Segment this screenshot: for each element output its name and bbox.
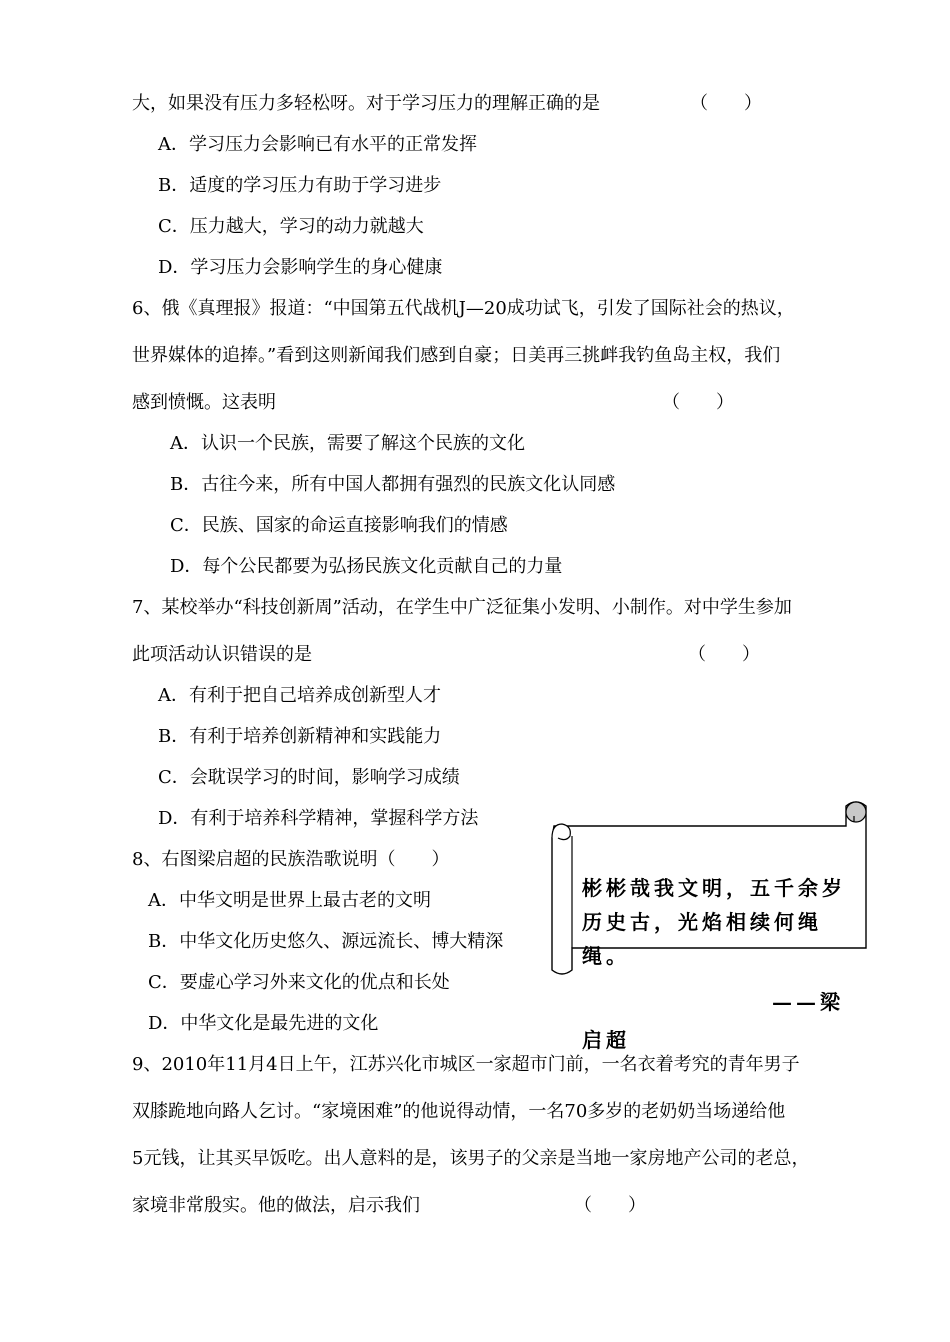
q5-answer-paren: （ ） [690, 93, 762, 114]
q5-option-c: C．压力越大，学习的动力就越大 [158, 216, 424, 237]
q5-stem-tail: 大，如果没有压力多轻松呀。对于学习压力的理解正确的是 [132, 93, 600, 114]
q6-stem-line-1: 6、俄《真理报》报道：“中国第五代战机J—20成功试飞，引发了国际社会的热议， [132, 298, 795, 319]
q6-option-b: B．古往今来，所有中国人都拥有强烈的民族文化认同感 [170, 474, 616, 495]
q6-option-a: A．认识一个民族，需要了解这个民族的文化 [170, 433, 525, 454]
q6-answer-paren: （ ） [662, 392, 734, 413]
q9-stem-line-2: 双膝跪地向路人乞讨。“家境困难”的他说得动情，一名70多岁的老奶奶当场递给他 [132, 1101, 786, 1122]
q5-option-d: D．学习压力会影响学生的身心健康 [158, 257, 443, 278]
q7-stem-line-2: 此项活动认识错误的是 [132, 644, 312, 665]
q7-option-d: D．有利于培养科学精神，掌握科学方法 [158, 808, 479, 829]
q7-stem-line-1: 7、某校举办“科技创新周”活动，在学生中广泛征集小发明、小制作。对中学生参加 [132, 597, 792, 618]
q9-stem-line-4: 家境非常殷实。他的做法，启示我们 [132, 1195, 420, 1216]
q8-option-a: A．中华文明是世界上最古老的文明 [148, 890, 431, 911]
q5-option-b: B．适度的学习压力有助于学习进步 [158, 175, 442, 196]
q5-option-a: A．学习压力会影响已有水平的正常发挥 [158, 134, 477, 155]
q7-option-c: C．会耽误学习的时间，影响学习成绩 [158, 767, 460, 788]
q8-option-d: D．中华文化是最先进的文化 [148, 1013, 379, 1034]
scroll-quote-line-1: 彬彬哉我文明，五千余岁 [582, 876, 846, 900]
q6-stem-line-3: 感到愤慨。这表明 [132, 392, 276, 413]
q7-option-a: A．有利于把自己培养成创新型人才 [158, 685, 441, 706]
scroll-quote-line-3: 绳。 [582, 944, 630, 968]
q8-stem: 8、右图梁启超的民族浩歌说明（ ） [132, 849, 450, 870]
q6-option-c: C．民族、国家的命运直接影响我们的情感 [170, 515, 508, 536]
q6-stem-line-2: 世界媒体的追捧。”看到这则新闻我们感到自豪；日美再三挑衅我钓鱼岛主权，我们 [132, 345, 781, 366]
scroll-author-name: 启超 [582, 1028, 630, 1052]
scroll-author-dash: ——梁 [772, 990, 844, 1014]
q9-stem-line-1: 9、2010年11月4日上午，江苏兴化市城区一家超市门前，一名衣着考究的青年男子 [132, 1054, 800, 1075]
q6-option-d: D．每个公民都要为弘扬民族文化贡献自己的力量 [170, 556, 563, 577]
q9-answer-paren: （ ） [574, 1195, 646, 1216]
q8-option-c: C．要虚心学习外来文化的优点和长处 [148, 972, 450, 993]
scroll-quote-line-2: 历史古，光焰相续何绳 [582, 910, 822, 934]
q9-stem-line-3: 5元钱，让其买早饭吃。出人意料的是，该男子的父亲是当地一家房地产公司的老总， [132, 1148, 810, 1169]
q8-option-b: B．中华文化历史悠久、源远流长、博大精深 [148, 931, 504, 952]
q7-option-b: B．有利于培养创新精神和实践能力 [158, 726, 442, 747]
q7-answer-paren: （ ） [688, 644, 760, 665]
